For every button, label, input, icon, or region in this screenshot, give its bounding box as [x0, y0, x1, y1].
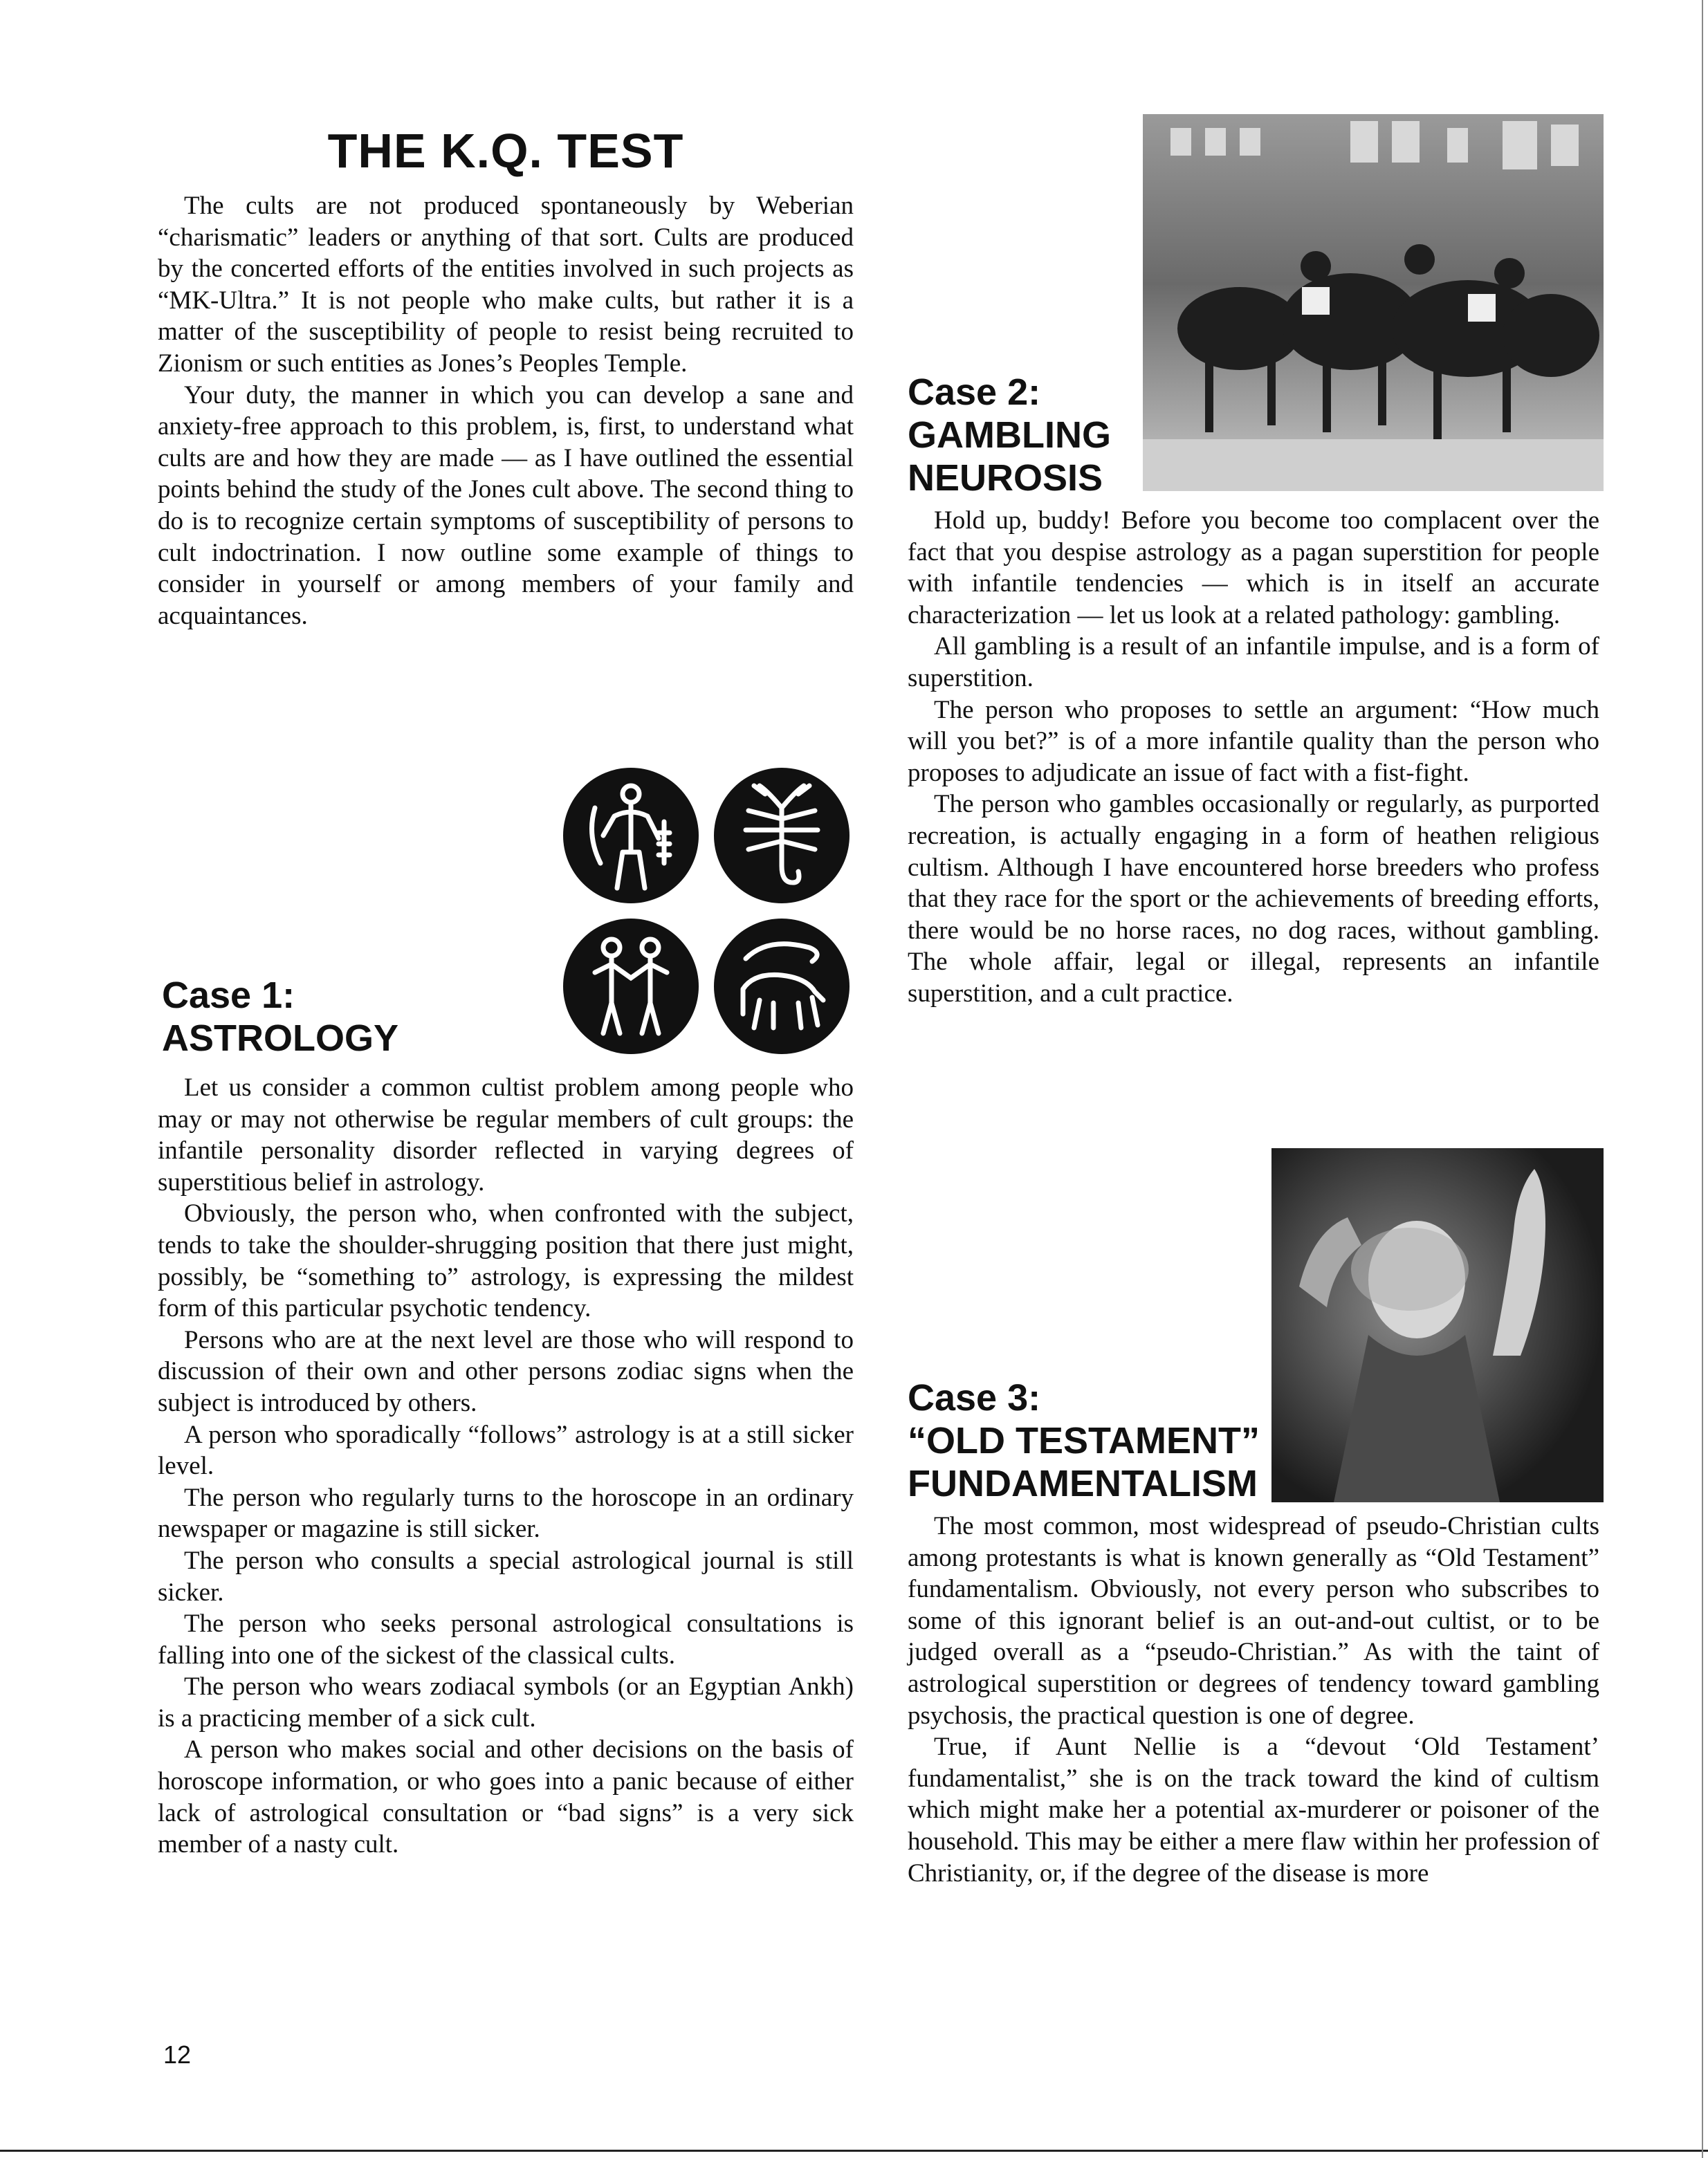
- scan-edge-bottom: [0, 2150, 1708, 2152]
- case-2-text: [908, 505, 1599, 1010]
- scorpio-sign-icon: [713, 766, 851, 905]
- case-name-line-2: NEUROSIS: [908, 457, 1103, 499]
- paragraph: Your duty, the manner in which you can develop a sane and anxiety-free approach to this problem, is, first, to understand what cults are and how they are made — as I have outlined the essential points behind the study of the Jones cult above. The second thing to do is to recognize certain symptoms of susceptibility of persons to cult indoctrination. I now outline some example of things to consider in yourself or among members of your family and acquaintances.: [158, 380, 854, 630]
- paragraph: Hold up, buddy! Before you become too complacent over the fact that you despise astrology as a pagan superstition for people with infantile tendencies — which is in itself an accurate characterization — let us look at a related pathology: gambling.: [908, 506, 1599, 629]
- paragraph: The most common, most widespread of pseudo-Christian cults among protestants is what is known generally as “Old Testament” fundamentalism. Obviously, not every person who subscribes to some of this ignorant belief is an out-and-out cultist, or to be judged overall as a “pseudo-Christian.” As with the taint of astrological superstition or degrees of tendency toward gambling psychosis, the practical question is one of degree.: [908, 1512, 1599, 1730]
- case-3-text: [908, 1511, 1599, 1889]
- horse-race-photo: [1143, 114, 1604, 491]
- case-1-text: [158, 1072, 854, 1861]
- paragraph: Obviously, the person who, when confronted with the subject, tends to take the shoulder-shrugging position that there just might, possibly, be “something to” astrology, is expressing the mildest form of this particular psychotic tendency.: [158, 1199, 854, 1323]
- gemini-sign-icon: [562, 917, 700, 1055]
- paragraph: The person who regularly turns to the horoscope in an ordinary newspaper or magazine is still sicker.: [158, 1483, 854, 1544]
- case-2-heading: [908, 371, 1111, 499]
- intro-text: [158, 190, 854, 631]
- paragraph: The person who gambles occasionally or regularly, as purported recreation, is actually engaging in a form of heathen religious cultism. Although I have encountered horse breeders who profess that they race for the sport or the achievements of breeding efforts, there would be no horse races, no dog races, without gambling. The whole affair, legal or illegal, represents an infantile superstition, and a cult practice.: [908, 790, 1599, 1008]
- paragraph: True, if Aunt Nellie is a “devout ‘Old Testament’ fundamentalist,” she is on the track toward the kind of cultism which might make her a potential ax-murderer or poisoner of the household. This may be either a mere flaw within her profession of Christianity, or, if the degree of the disease is more: [908, 1733, 1599, 1888]
- paragraph: The person who proposes to settle an argument: “How much will you bet?” is of a more infantile quality than the person who proposes to adjudicate an issue of fact with a fist-fight.: [908, 695, 1599, 787]
- case-label: Case 2:: [908, 371, 1041, 413]
- case-name: ASTROLOGY: [162, 1017, 399, 1059]
- paragraph: The cults are not produced spontaneously by Weberian “charismatic” leaders or anything of that sort. Cults are produced by the concerted efforts of the entities involved in such projects as “MK-Ultra.” It is not people who make cults, but rather it is a matter of the susceptibility of people to resist being recruited to Zionism or such entities as Jones’s Peoples Temple.: [158, 192, 854, 378]
- case-name-line-1: GAMBLING: [908, 414, 1111, 456]
- page-title: THE K.Q. TEST: [327, 124, 684, 178]
- paragraph: A person who makes social and other decisions on the basis of horoscope information, or who goes into a panic because of either lack of astrological consultation or “bad signs” is a very sick member of a nasty cult.: [158, 1735, 854, 1859]
- case-3-heading: [908, 1376, 1260, 1505]
- paragraph: Let us consider a common cultist problem among people who may or may not otherwise be regular members of cult groups: the infantile personality disorder reflected in varying degrees of superstitious belief in astrology.: [158, 1073, 854, 1197]
- case-label: Case 3:: [908, 1377, 1041, 1419]
- scan-edge-right: [1702, 0, 1703, 2158]
- paragraph: Persons who are at the next level are those who will respond to discussion of their own and other persons zodiac signs when the subject is introduced by others.: [158, 1325, 854, 1417]
- case-1-heading: [162, 974, 398, 1060]
- paragraph: The person who wears zodiacal symbols (or an Egyptian Ankh) is a practicing member of a sick cult.: [158, 1672, 854, 1733]
- worshipper-photo: [1271, 1148, 1604, 1502]
- taurus-sign-icon: [713, 917, 851, 1055]
- paragraph: The person who seeks personal astrological consultations is falling into one of the sickest of the classical cults.: [158, 1610, 854, 1670]
- virgo-sign-icon: [562, 766, 700, 905]
- paragraph: The person who consults a special astrological journal is still sicker.: [158, 1546, 854, 1607]
- case-name-line-1: “OLD TESTAMENT”: [908, 1420, 1260, 1461]
- page-number: 12: [163, 2040, 192, 2069]
- paragraph: All gambling is a result of an infantile impulse, and is a form of superstition.: [908, 632, 1599, 692]
- case-label: Case 1:: [162, 975, 295, 1016]
- case-name-line-2: FUNDAMENTALISM: [908, 1463, 1258, 1504]
- paragraph: A person who sporadically “follows” astrology is at a still sicker level.: [158, 1420, 854, 1481]
